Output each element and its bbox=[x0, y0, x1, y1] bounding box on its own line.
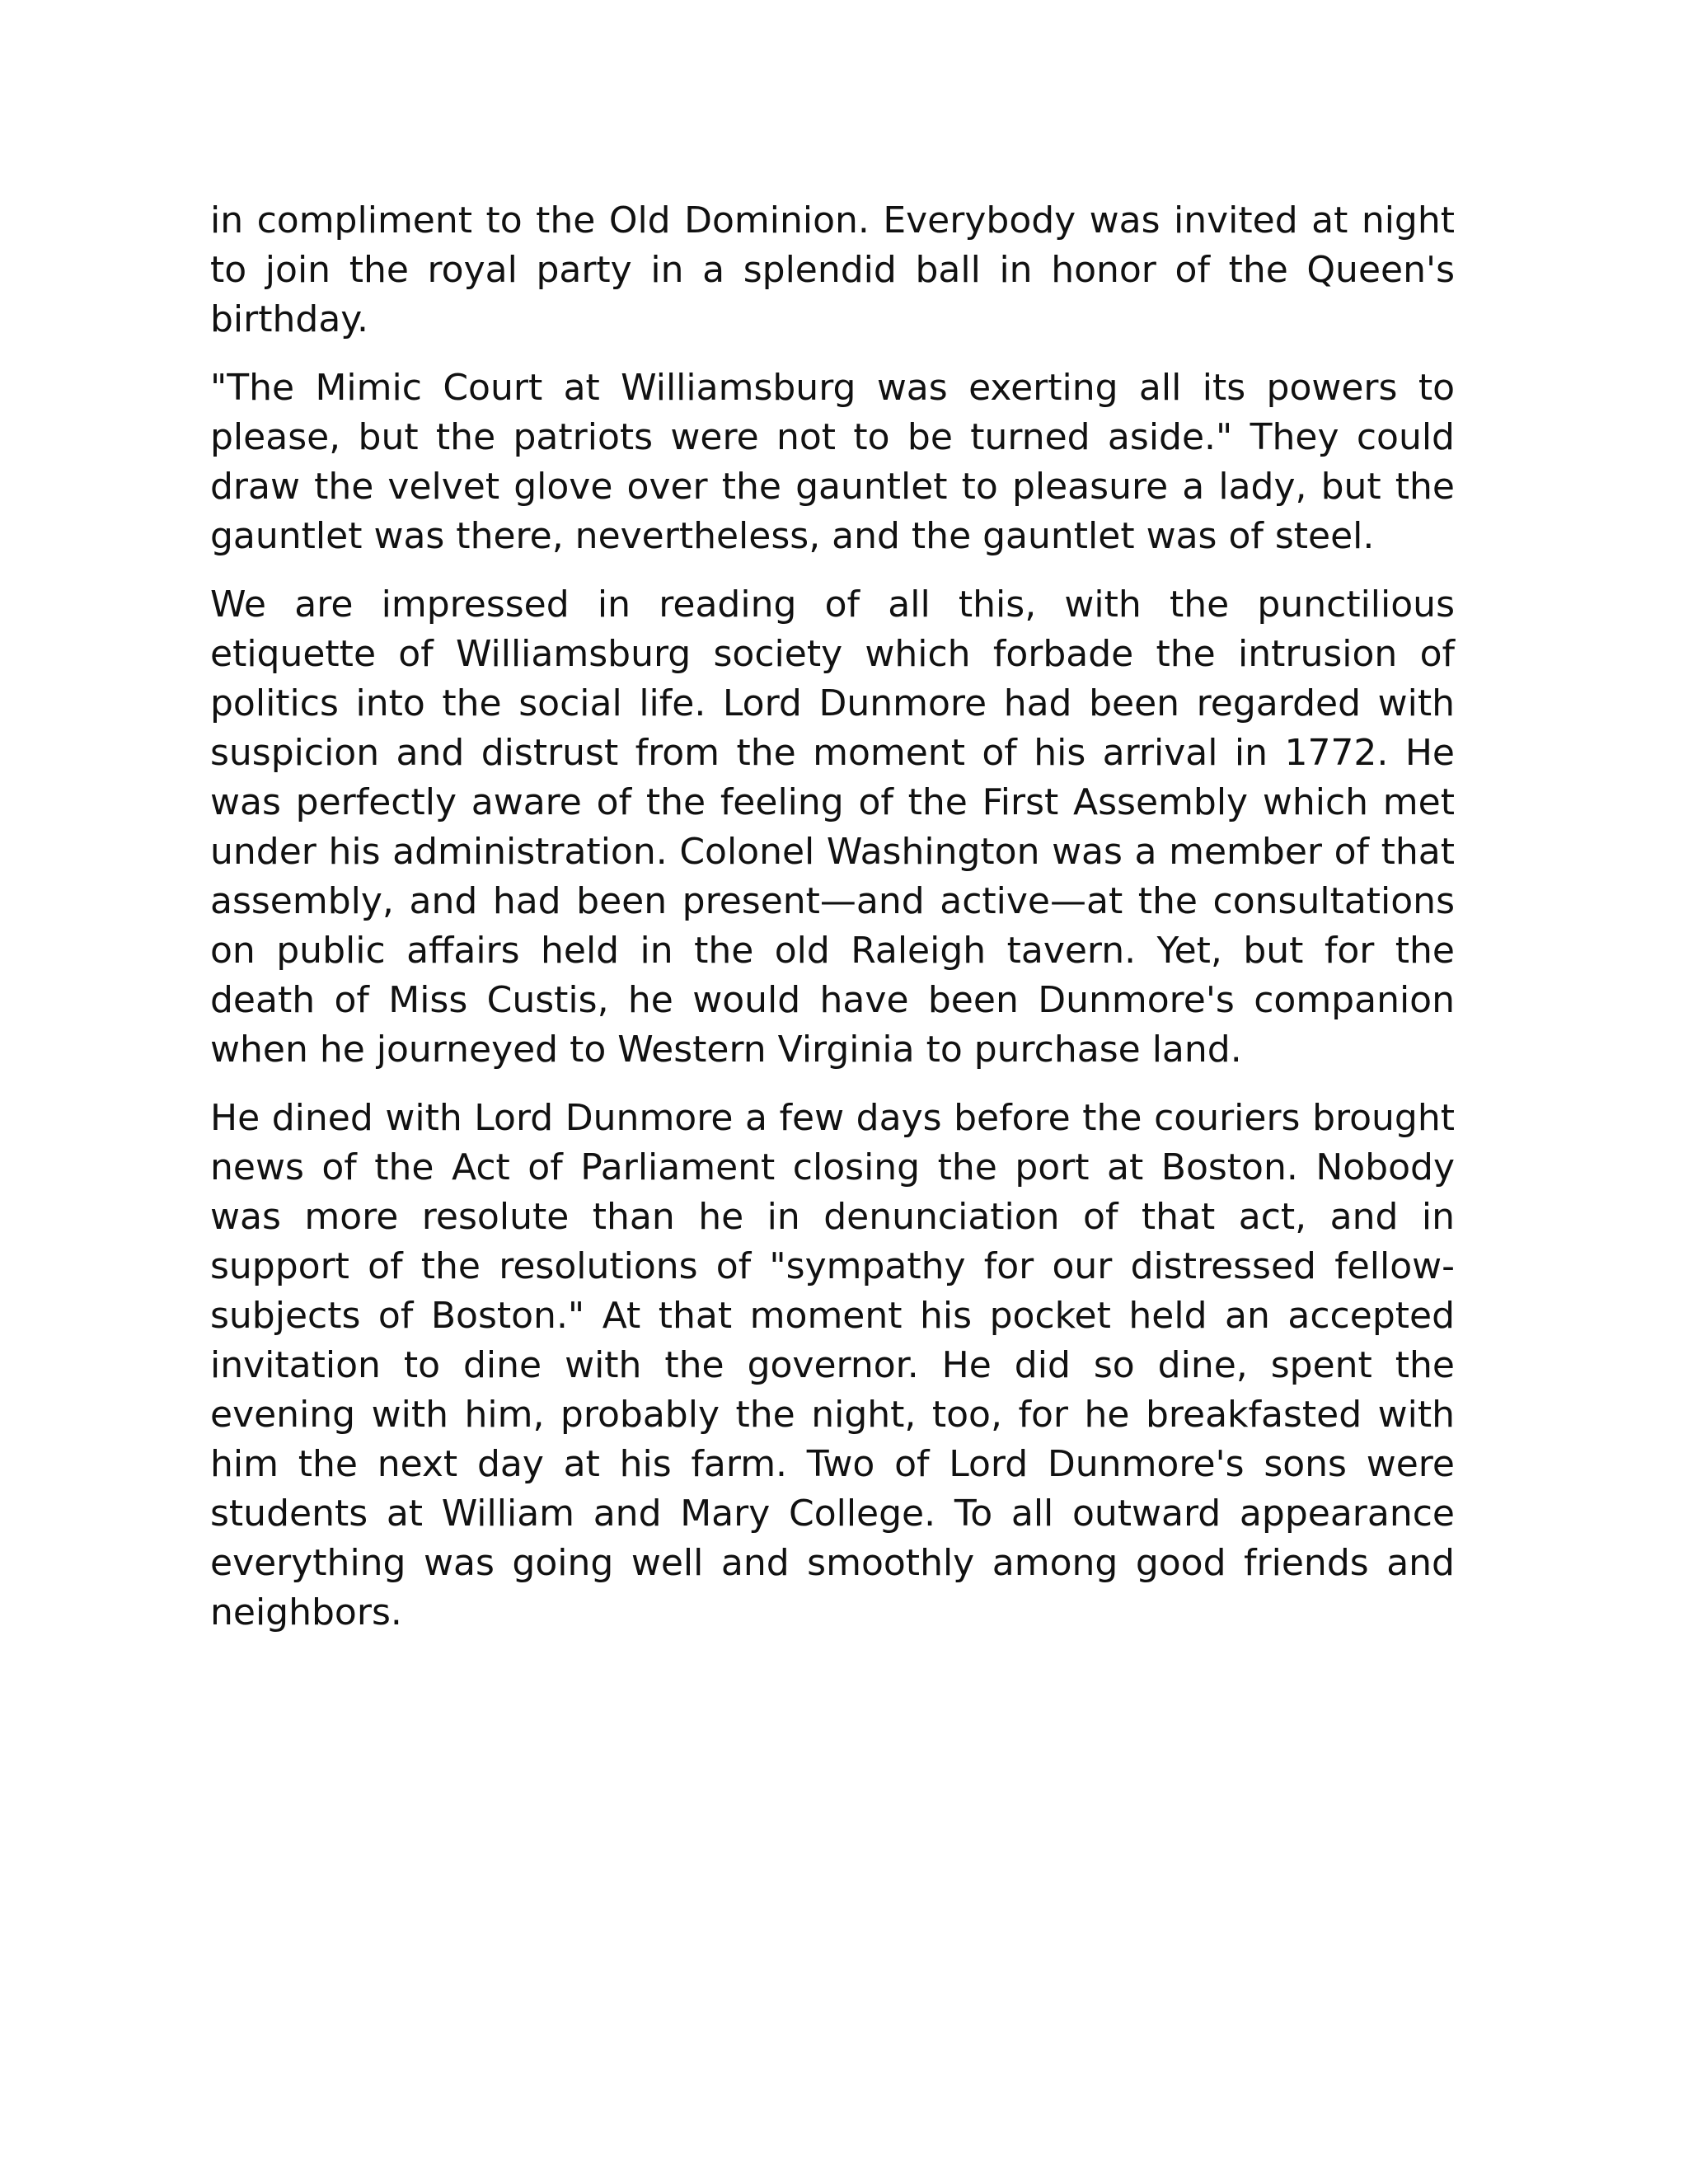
paragraph-1: in compliment to the Old Dominion. Everybody was invited at night to join the royal party in a splendid ball in honor of the Queen's birthday. bbox=[210, 199, 1455, 340]
body-text bbox=[210, 196, 1455, 1657]
paragraph-4: He dined with Lord Dunmore a few days before the couriers brought news of the Act of Parliament closing the port at Boston. Nobody was more resolute than he in denunciation of that act, and in support of the resolutions of "sympathy for our distressed fellow-subjects of Boston." At that moment his pocket held an accepted invitation to dine with the governor. He did so dine, spent the evening with him, probably the night, too, for he breakfasted with him the next day at his farm. Two of Lord Dunmore's sons were students at William and Mary College. To all outward appearance everything was going well and smoothly among good friends and neighbors. bbox=[210, 1097, 1455, 1633]
paragraph-3: We are impressed in reading of all this, with the punctilious etiquette of Williamsburg society which forbade the intrusion of politics into the social life. Lord Dunmore had been regarded with suspicion and distrust from the moment of his arrival in 1772. He was perfectly aware of the feeling of the First Assembly which met under his administration. Colonel Washington was a member of that assembly, and had been present—and active—at the consultations on public affairs held in the old Raleigh tavern. Yet, but for the death of Miss Custis, he would have been Dunmore's companion when he journeyed to Western Virginia to purchase land. bbox=[210, 583, 1455, 1071]
paragraph-2: "The Mimic Court at Williamsburg was exerting all its powers to please, but the patriots were not to be turned aside." They could draw the velvet glove over the gauntlet to pleasure a lady, but the gauntlet was there, nevertheless, and the gauntlet was of steel. bbox=[210, 367, 1455, 557]
